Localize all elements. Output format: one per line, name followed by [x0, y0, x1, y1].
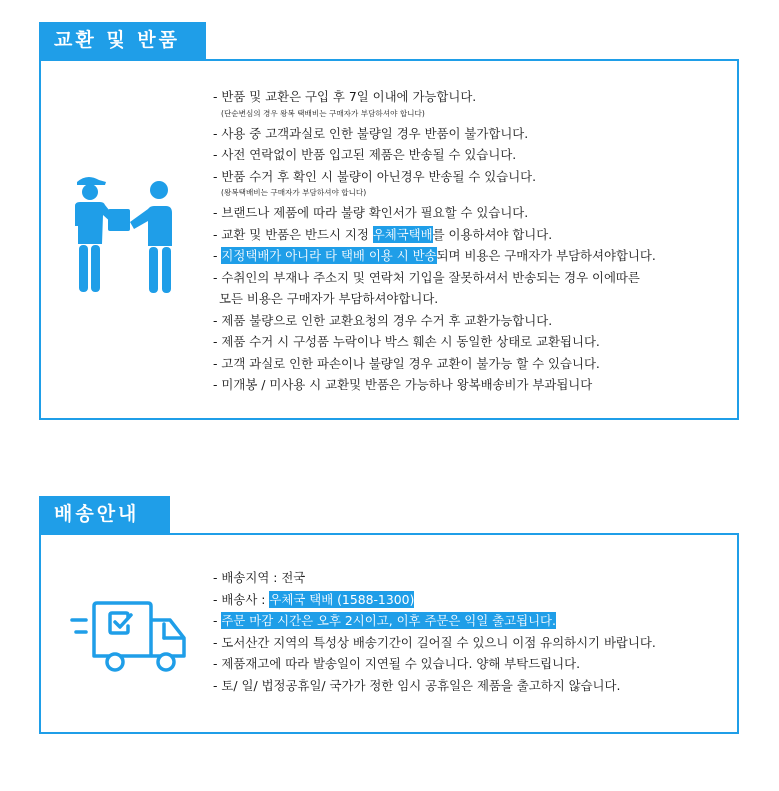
- line-text: - 교환 및 반품은 반드시 지정: [213, 226, 373, 242]
- info-line: [213, 567, 656, 589]
- info-line: [213, 144, 656, 166]
- info-line: [213, 353, 656, 375]
- shipping-section-tab: [39, 496, 170, 533]
- info-line: [213, 224, 656, 246]
- line-text: - 고객 과실로 인한 파손이나 불량일 경우 교환이 불가능 할 수 있습니다.: [213, 355, 600, 371]
- exchange-section-box: [39, 59, 739, 420]
- exchange-section-tab: [39, 22, 206, 59]
- line-text: -: [213, 248, 222, 263]
- info-line: [213, 331, 656, 353]
- info-line: [213, 288, 656, 310]
- info-line: [213, 310, 656, 332]
- info-line: [213, 202, 656, 224]
- line-text: - 사전 연락없이 반품 입고된 제품은 반송될 수 있습니다.: [213, 147, 517, 162]
- line-text: - 수취인의 부재나 주소지 및 연락처 기입을 잘못하셔서 반송되는 경우 이에따른: [213, 269, 640, 285]
- line-text: -: [213, 613, 222, 628]
- line-text: 모든 비용은 구매자가 부담하셔야합니다.: [219, 291, 439, 306]
- line-text: 되며 비용은 구매자가 부담하셔야합니다.: [436, 248, 656, 263]
- note-line: [213, 108, 656, 123]
- line-text: - 반품 수거 후 확인 시 불량이 아닌경우 반송될 수 있습니다.: [213, 168, 537, 184]
- info-line: [213, 374, 656, 396]
- highlighted-text: 주문 마감 시간은 오후 2시이고, 이후 주문은 익일 출고됩니다.: [221, 613, 556, 628]
- info-line: [213, 123, 656, 145]
- info-line: [213, 267, 656, 289]
- info-line: [213, 653, 656, 675]
- info-line: [213, 166, 656, 188]
- note-line: [213, 187, 656, 202]
- highlighted-text: 지정택배가 아니라 타 택배 이용 시 반송: [221, 248, 437, 263]
- line-text: - 제품 불량으로 인한 교환요청의 경우 수거 후 교환가능합니다.: [213, 312, 553, 328]
- info-line: [213, 245, 656, 267]
- line-text: - 반품 및 교환은 구입 후 7일 이내에 가능합니다.: [213, 89, 477, 104]
- info-line: [213, 86, 656, 108]
- line-text: (단순변심의 경우 왕복 택배비는 구매자가 부담하셔야 합니다): [221, 108, 425, 118]
- line-text: - 브랜드나 제품에 따라 불량 확인서가 필요할 수 있습니다.: [213, 205, 529, 220]
- line-text: - 미개봉 / 미사용 시 교환및 반품은 가능하나 왕복배송비가 부과됩니다: [213, 377, 593, 392]
- line-text: - 제품 수거 시 구성품 누락이나 박스 훼손 시 동일한 상태로 교환됩니다.: [213, 334, 600, 349]
- highlighted-text: 우체국 택배 (1588-1300): [269, 591, 415, 607]
- line-text: (왕복택배비는 구매자가 부담하셔야 합니다): [221, 188, 367, 197]
- line-text: - 사용 중 고객과실로 인한 불량일 경우 반품이 불가합니다.: [213, 125, 529, 141]
- delivery-truck-icon: [70, 598, 190, 680]
- info-line: [213, 589, 656, 611]
- line-text: - 배송사 :: [213, 591, 270, 607]
- info-line: [213, 610, 656, 632]
- line-text: - 도서산간 지역의 특성상 배송기간이 길어질 수 있으니 이점 유의하시기 바랍니다.: [213, 634, 656, 650]
- exchange-section-title: 교환 및 반품: [54, 29, 180, 51]
- exchange-lines-list: [213, 86, 656, 396]
- shipping-section-title: 배송안내: [54, 503, 140, 525]
- delivery-handover-icon: [71, 174, 201, 304]
- shipping-lines-list: [213, 567, 656, 696]
- line-text: 를 이용하셔야 합니다.: [432, 226, 553, 242]
- info-line: [213, 675, 656, 697]
- line-text: - 토/ 일/ 법정공휴일/ 국가가 정한 임시 공휴일은 제품을 출고하지 않습니다.: [213, 677, 621, 693]
- line-text: - 제품재고에 따라 발송일이 지연될 수 있습니다. 양해 부탁드립니다.: [213, 656, 581, 671]
- highlighted-text: 우체국택배: [372, 226, 433, 242]
- info-line: [213, 632, 656, 654]
- line-text: - 배송지역 : 전국: [213, 570, 306, 585]
- shipping-section-box: [39, 533, 739, 734]
